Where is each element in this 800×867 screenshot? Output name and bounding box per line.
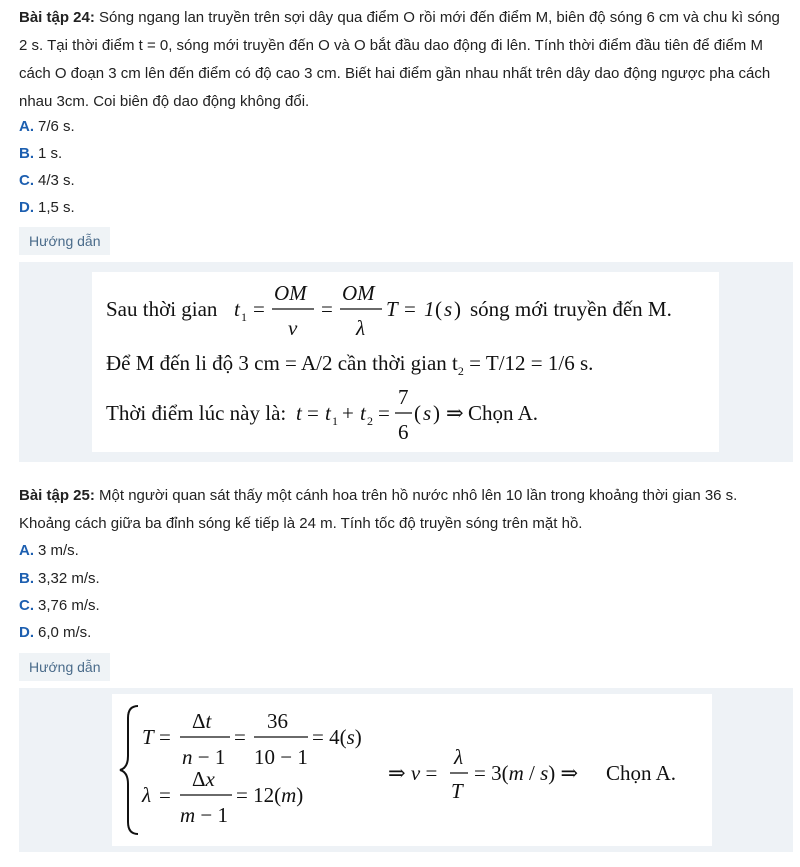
question-25-text (19, 482, 789, 538)
svg-text:t: t (325, 401, 331, 425)
q24-sol-formula-t1 (234, 281, 461, 340)
q25-sol-result (388, 745, 578, 803)
svg-text:): ) (433, 401, 440, 425)
option-letter: D. (19, 199, 34, 216)
svg-text:=: = (159, 725, 171, 749)
svg-text:1: 1 (332, 414, 338, 428)
svg-text:T: T (386, 297, 398, 321)
svg-text:t: t (360, 401, 366, 425)
q25-option-a[interactable] (19, 541, 79, 561)
q24-option-c[interactable] (19, 171, 75, 191)
q25-sol-system (141, 709, 362, 827)
option-text: 6,0 m/s. (38, 624, 92, 641)
svg-text:(: ( (414, 401, 421, 425)
option-text: 7/6 s. (38, 118, 75, 135)
svg-text:36: 36 (267, 709, 288, 733)
svg-text:+: + (342, 401, 354, 425)
svg-text:2: 2 (367, 414, 373, 428)
question-24-label: Bài tập 24: (19, 9, 95, 26)
svg-text:λ: λ (356, 316, 366, 340)
q25-option-b[interactable] (19, 569, 100, 589)
svg-text:n − 1: n − 1 (182, 745, 226, 769)
svg-text:= 4(s): = 4(s) (312, 725, 362, 749)
svg-text:OM: OM (342, 281, 375, 305)
svg-text:10 − 1: 10 − 1 (254, 745, 308, 769)
svg-text:1: 1 (424, 297, 435, 321)
svg-text:λ: λ (142, 783, 152, 807)
q25-sol-brace (120, 706, 138, 834)
svg-text:T: T (142, 725, 154, 749)
svg-text:v: v (288, 316, 298, 340)
option-text: 1 s. (38, 145, 63, 162)
q24-option-b[interactable] (19, 144, 62, 164)
svg-text:⇒: ⇒ (446, 401, 464, 425)
q25-hint-button[interactable]: Hướng dẫn (19, 653, 110, 681)
question-25-body: Một người quan sát thấy một cánh hoa trên hồ nước nhô lên 10 lần trong khoảng thời gian 36 s. Khoảng cách giữa ba đỉnh sóng kế tiếp là 24 m. Tính tốc độ truyền sóng trên mặt hồ. (19, 487, 738, 532)
svg-text:Δt: Δt (192, 709, 212, 733)
question-24-body: Sóng ngang lan truyền trên sợi dây qua điểm O rồi mới đến điểm M, biên độ sóng 6 cm và chu kì sóng 2 s. Tại thời điểm t = 0, sóng mới truyền đến O và O bắt đầu dao động đi lên. Tính thời điểm đầu tiên để điểm M cách O đoạn 3 cm lên đến điểm có độ cao 3 cm. Biết hai điểm gần nhau nhất trên dây dao động ngược pha cách nhau 3cm. Coi biên độ dao động không đổi. (19, 9, 780, 110)
q25-option-c[interactable] (19, 596, 100, 616)
svg-text:t: t (296, 401, 302, 425)
q24-sol-formula-t (296, 385, 464, 444)
option-text: 1,5 s. (38, 199, 75, 216)
option-letter: C. (19, 597, 34, 614)
svg-text:): ) (454, 297, 461, 321)
option-letter: D. (19, 624, 34, 641)
q24-solution-card (92, 272, 719, 452)
svg-text:6: 6 (398, 420, 409, 444)
svg-text:7: 7 (398, 385, 409, 409)
svg-text:= 3(m / s) ⇒: = 3(m / s) ⇒ (474, 761, 579, 785)
question-25-label: Bài tập 25: (19, 487, 95, 504)
svg-text:= 12(m): = 12(m) (236, 783, 304, 807)
svg-text:s: s (423, 401, 432, 425)
q24-sol-line1-suffix: sóng mới truyền đến M. (470, 297, 672, 321)
q25-sol-result-suffix: Chọn A. (606, 761, 677, 785)
svg-text:=: = (404, 297, 416, 321)
q24-hint-button[interactable]: Hướng dẫn (19, 227, 110, 255)
svg-text:t: t (234, 297, 240, 321)
svg-text:⇒ v =: ⇒ v = (388, 761, 438, 785)
svg-text:λ: λ (454, 745, 464, 769)
option-letter: A. (19, 118, 34, 135)
svg-text:OM: OM (274, 281, 307, 305)
question-24-text (19, 4, 789, 116)
q24-sol-line3-suffix: Chọn A. (468, 401, 539, 425)
q24-sol-line1-prefix: Sau thời gian (106, 297, 218, 321)
q24-sol-line3-prefix: Thời điểm lúc này là: (106, 401, 287, 425)
q25-solution-card (112, 694, 712, 846)
q24-sol-line2: Để M đến li độ 3 cm = A/2 cần thời gian $t_2 = T/12 = 1/6$ s. (106, 351, 594, 378)
svg-text:s: s (444, 297, 453, 321)
svg-text:=: = (159, 783, 171, 807)
svg-text:T: T (451, 779, 463, 803)
option-text: 4/3 s. (38, 172, 75, 189)
svg-text:1: 1 (241, 310, 247, 324)
q24-option-d[interactable] (19, 198, 75, 218)
option-letter: C. (19, 172, 34, 189)
svg-text:=: = (378, 401, 390, 425)
svg-text:=: = (253, 297, 265, 321)
option-letter: B. (19, 145, 34, 162)
option-text: 3,76 m/s. (38, 597, 100, 614)
svg-text:=: = (307, 401, 319, 425)
option-letter: A. (19, 542, 34, 559)
svg-text:=: = (321, 297, 333, 321)
svg-text:Δx: Δx (192, 767, 215, 791)
svg-text:(: ( (435, 297, 442, 321)
svg-text:m − 1: m − 1 (180, 803, 229, 827)
option-text: 3,32 m/s. (38, 570, 100, 587)
option-text: 3 m/s. (38, 542, 79, 559)
q25-option-d[interactable] (19, 623, 91, 643)
q24-option-a[interactable] (19, 117, 75, 137)
option-letter: B. (19, 570, 34, 587)
svg-text:=: = (234, 725, 246, 749)
